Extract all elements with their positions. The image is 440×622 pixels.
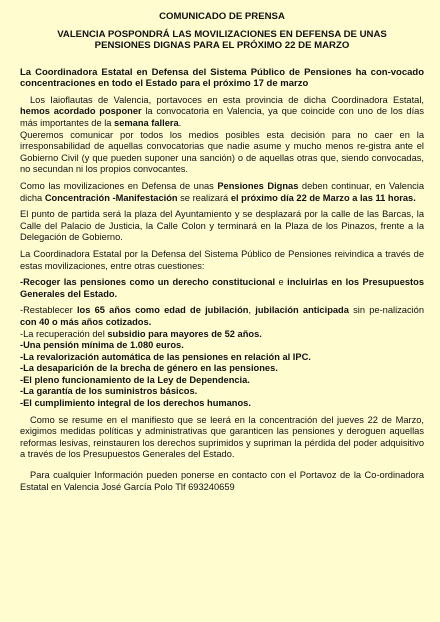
text: incluirlas en los Presupuestos Generales del Estado. bbox=[20, 277, 424, 299]
text: e bbox=[275, 277, 288, 288]
demands-list bbox=[20, 277, 424, 410]
text: Los Iaioflautas de Valencia, portavoces en esta provincia de dicha Coordinadora Estatal, bbox=[30, 94, 424, 105]
paragraph-communication: Queremos comunicar por todos los medios posibles esta decisión para no caer en la irresponsabilidad de aquellas convocatorias que nadie asume y mucho menos re-gistra ante el Gobierno Civil (y que pueden suponer una sanción) o de aquellas otras que, siendo convocadas, no secundan ni los propios convocantes. bbox=[20, 129, 424, 175]
emphasis: los 65 años como edad de jubilación bbox=[76, 305, 249, 316]
list-item: -La garantía de los suministros básicos. bbox=[20, 386, 198, 397]
list-item bbox=[20, 305, 424, 328]
headline-line-2: PENSIONES DIGNAS PARA EL PRÓXIMO 22 DE MARZO bbox=[94, 39, 350, 51]
emphasis: semana fallera bbox=[114, 118, 179, 128]
text: -Recoger las pensiones como un derecho constitucional bbox=[20, 277, 276, 288]
headline bbox=[20, 29, 424, 51]
list-item: -Una pensión mínima de 1.080 euros. bbox=[20, 340, 184, 351]
text: Como las movilizaciones en Defensa de unas bbox=[20, 180, 218, 191]
list-item bbox=[20, 277, 424, 300]
paragraph-demands-intro: La Coordinadora Estatal por la Defensa del Sistema Público de Pensiones reivindica a través de estas movilizaciones, entre otras cuestiones: bbox=[20, 248, 424, 271]
list-item: -El cumplimiento integral de los derechos humanos. bbox=[20, 398, 251, 409]
paragraph-postponement bbox=[20, 95, 424, 130]
press-release-kicker: COMUNICADO DE PRENSA bbox=[159, 11, 285, 22]
text: se realizará bbox=[177, 192, 231, 203]
emphasis: subsidio para mayores de 52 años. bbox=[107, 328, 262, 339]
emphasis: Concentración -Manifestación bbox=[44, 192, 178, 203]
emphasis: jubilación anticipada bbox=[255, 305, 349, 316]
list-item bbox=[20, 329, 424, 341]
list-item: -La desaparición de la brecha de género en las pensiones. bbox=[20, 363, 278, 374]
headline-line-1: VALENCIA POSPONDRÁ LAS MOVILIZACIONES EN DEFENSA DE UNAS bbox=[57, 28, 387, 40]
text: deben continuar, en Valencia dicha bbox=[20, 180, 425, 203]
emphasis: el próximo día 22 de Marzo a las 11 horas. bbox=[230, 192, 416, 203]
text: la convocatoria en Valencia, ya que coincide con uno de los días más importantes de la bbox=[20, 106, 424, 128]
text: . bbox=[178, 118, 182, 128]
emphasis: hemos acordado posponer bbox=[20, 106, 142, 117]
paragraph-manifesto: Como se resume en el manifiesto que se leerá en la concentración del jueves 22 de Marzo, exigimos medidas políticas y administrativas que garanticen las pensiones y deroguen aquellas reformas lesivas, reinstauren los derechos suprimidos y supriman la pérdida del poder adquisitivo a través de los Presupuestos Generales del Estado. bbox=[20, 414, 424, 460]
text: -Restablecer bbox=[20, 305, 77, 316]
list-item: -La revalorización automática de las pensiones en relación al IPC. bbox=[20, 351, 311, 362]
emphasis: Pensiones Dignas bbox=[217, 180, 299, 191]
lead-paragraph: La Coordinadora Estatal en Defensa del Sistema Público de Pensiones ha con-vocado concentraciones en todo el Estado para el próximo 17 de marzo bbox=[20, 67, 424, 90]
paragraph-route: El punto de partida será la plaza del Ayuntamiento y se desplazará por la calle de las Barcas, la Calle del Palacio de Justicia, la Calle Colon y terminará en la Plaza de los Pinazos, frente a la Delegación de Gobierno. bbox=[20, 209, 424, 243]
text: -La recuperación del bbox=[20, 328, 108, 339]
paragraph-new-date bbox=[20, 181, 424, 204]
paragraph-contact: Para cualquier Información pueden ponerse en contacto con el Portavoz de la Co-ordinadora Estatal en Valencia José García Polo Tlf 693240659 bbox=[20, 470, 424, 492]
text: sin pe-nalización bbox=[348, 305, 425, 316]
emphasis: con 40 o más años cotizados. bbox=[20, 316, 152, 327]
text: , bbox=[248, 305, 256, 316]
list-item: -El pleno funcionamiento de la Ley de Dependencia. bbox=[20, 374, 250, 385]
